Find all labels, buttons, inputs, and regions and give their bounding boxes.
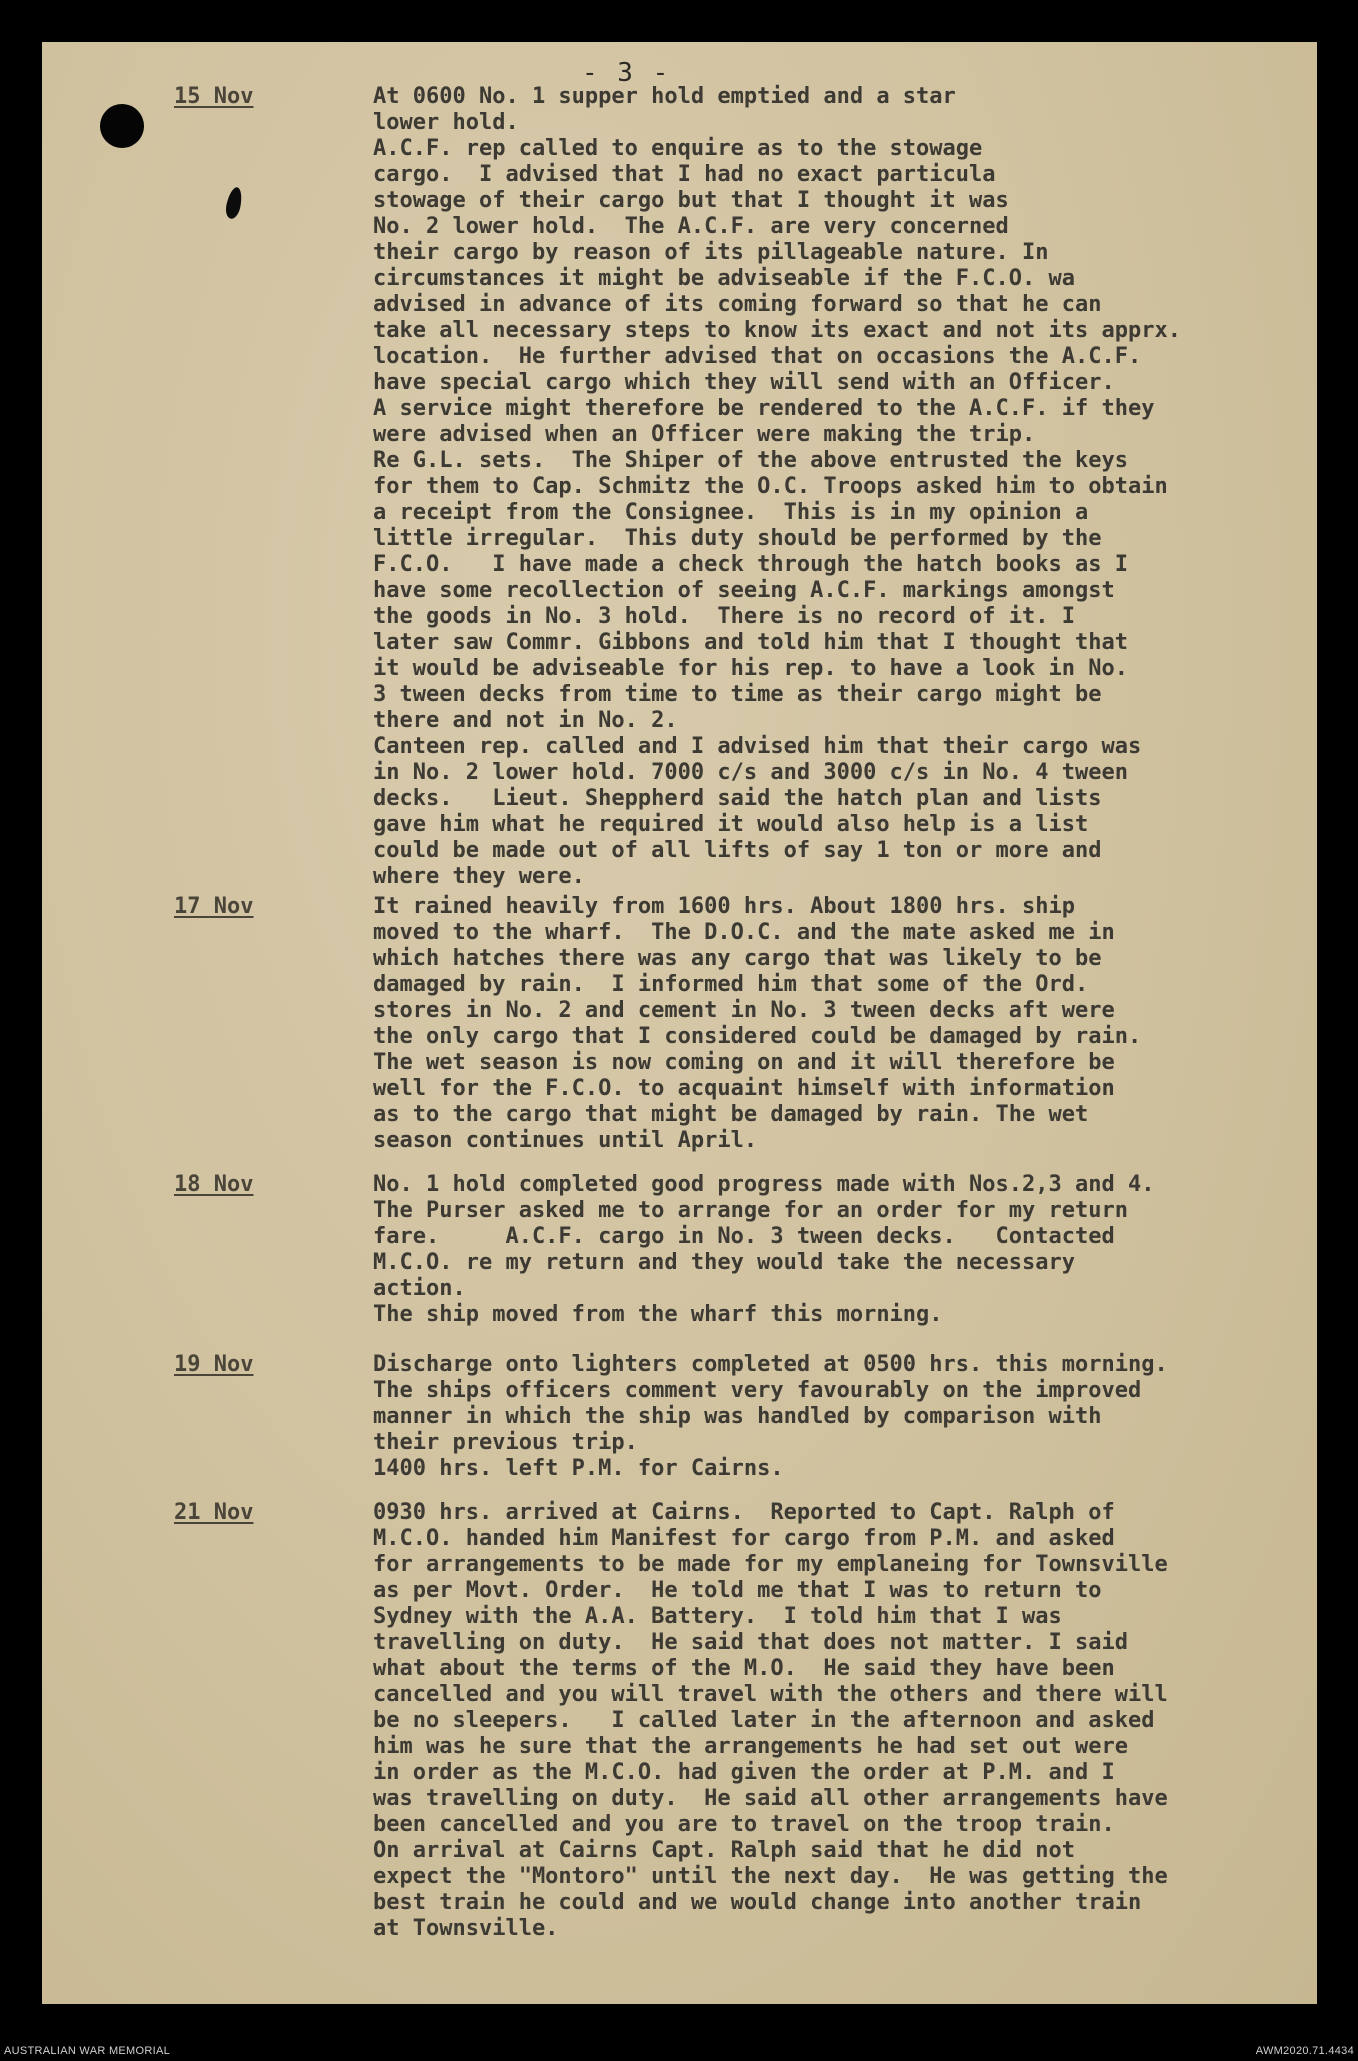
entry-date: 17 Nov — [174, 894, 254, 919]
punch-hole — [100, 104, 144, 148]
text-line: in No. 2 lower hold. 7000 c/s and 3000 c/s in No. 4 tween — [373, 760, 1128, 785]
text-line: moved to the wharf. The D.O.C. and the mate asked me in — [373, 920, 1115, 945]
text-line: 0930 hrs. arrived at Cairns. Reported to Capt. Ralph of — [373, 1500, 1115, 1525]
text-line: been cancelled and you are to travel on the troop train. — [373, 1812, 1115, 1837]
text-line: M.C.O. re my return and they would take the necessary — [373, 1250, 1075, 1275]
entry-date: 19 Nov — [174, 1352, 254, 1377]
text-line: was travelling on duty. He said all other arrangements have — [373, 1786, 1168, 1811]
text-line: stores in No. 2 and cement in No. 3 tween decks aft were — [373, 998, 1115, 1023]
text-line: what about the terms of the M.O. He said they have been — [373, 1656, 1115, 1681]
text-line: advised in advance of its coming forward so that he can — [373, 292, 1102, 317]
text-line: The wet season is now coming on and it will therefore be — [373, 1050, 1115, 1075]
text-line: there and not in No. 2. — [373, 708, 678, 733]
entry-date: 15 Nov — [174, 84, 254, 109]
text-line: as per Movt. Order. He told me that I was to return to — [373, 1578, 1102, 1603]
text-line: cargo. I advised that I had no exact particula — [373, 162, 996, 187]
text-line: travelling on duty. He said that does not matter. I said — [373, 1630, 1128, 1655]
text-line: circumstances it might be adviseable if the F.C.O. wa — [373, 266, 1075, 291]
entry-text — [373, 1172, 1313, 1328]
text-line: season continues until April. — [373, 1128, 758, 1153]
text-line: their previous trip. — [373, 1430, 638, 1455]
text-line: Re G.L. sets. The Shiper of the above entrusted the keys — [373, 448, 1128, 473]
text-line: take all necessary steps to know its exact and not its apprx. — [373, 318, 1181, 343]
text-line: F.C.O. I have made a check through the hatch books as I — [373, 552, 1128, 577]
footer-institution: AUSTRALIAN WAR MEMORIAL — [4, 2045, 171, 2057]
entry-date: 18 Nov — [174, 1172, 254, 1197]
text-line: gave him what he required it would also help is a list — [373, 812, 1089, 837]
text-line: stowage of their cargo but that I thought it was — [373, 188, 1009, 213]
text-line: 1400 hrs. left P.M. for Cairns. — [373, 1456, 784, 1481]
text-line: be no sleepers. I called later in the afternoon and asked — [373, 1708, 1155, 1733]
text-line: It rained heavily from 1600 hrs. About 1800 hrs. ship — [373, 894, 1075, 919]
text-line: at Townsville. — [373, 1916, 559, 1941]
text-line: best train he could and we would change into another train — [373, 1890, 1142, 1915]
text-line: their cargo by reason of its pillageable nature. In — [373, 240, 1049, 265]
text-line: the goods in No. 3 hold. There is no record of it. I — [373, 604, 1075, 629]
entry-text — [373, 894, 1313, 1154]
text-line: have some recollection of seeing A.C.F. markings amongst — [373, 578, 1115, 603]
text-line: lower hold. — [373, 110, 519, 135]
text-line: Discharge onto lighters completed at 0500 hrs. this morning. — [373, 1352, 1168, 1377]
text-line: On arrival at Cairns Capt. Ralph said that he did not — [373, 1838, 1075, 1863]
text-line: well for the F.C.O. to acquaint himself with information — [373, 1076, 1115, 1101]
document-page — [42, 42, 1317, 2004]
text-line: in order as the M.C.O. had given the order at P.M. and I — [373, 1760, 1115, 1785]
text-line: expect the "Montoro" until the next day. He was getting the — [373, 1864, 1168, 1889]
text-line: which hatches there was any cargo that was likely to be — [373, 946, 1102, 971]
text-line: No. 1 hold completed good progress made with Nos.2,3 and 4. — [373, 1172, 1155, 1197]
text-line: 3 tween decks from time to time as their cargo might be — [373, 682, 1102, 707]
text-line: him was he sure that the arrangements he had set out were — [373, 1734, 1128, 1759]
page-number: - 3 - — [582, 58, 671, 88]
text-line: it would be adviseable for his rep. to have a look in No. — [373, 656, 1128, 681]
entry-text — [373, 84, 1313, 890]
text-line: fare. A.C.F. cargo in No. 3 tween decks. Contacted — [373, 1224, 1115, 1249]
footer-catalog-number: AWM2020.71.4434 — [1255, 2045, 1354, 2057]
text-line: No. 2 lower hold. The A.C.F. are very concerned — [373, 214, 1009, 239]
text-line: could be made out of all lifts of say 1 ton or more and — [373, 838, 1102, 863]
text-line: the only cargo that I considered could be damaged by rain. — [373, 1024, 1142, 1049]
text-line: later saw Commr. Gibbons and told him that I thought that — [373, 630, 1128, 655]
text-line: Sydney with the A.A. Battery. I told him that I was — [373, 1604, 1062, 1629]
text-line: cancelled and you will travel with the others and there will — [373, 1682, 1168, 1707]
text-line: damaged by rain. I informed him that some of the Ord. — [373, 972, 1089, 997]
text-line: decks. Lieut. Sheppherd said the hatch plan and lists — [373, 786, 1102, 811]
text-line: little irregular. This duty should be performed by the — [373, 526, 1102, 551]
text-line: Canteen rep. called and I advised him that their cargo was — [373, 734, 1142, 759]
text-line: A.C.F. rep called to enquire as to the stowage — [373, 136, 983, 161]
text-line: The Purser asked me to arrange for an order for my return — [373, 1198, 1128, 1223]
text-line: have special cargo which they will send with an Officer. — [373, 370, 1115, 395]
text-line: as to the cargo that might be damaged by rain. The wet — [373, 1102, 1089, 1127]
text-line: a receipt from the Consignee. This is in my opinion a — [373, 500, 1089, 525]
text-line: location. He further advised that on occasions the A.C.F. — [373, 344, 1142, 369]
paper-tear — [224, 186, 244, 220]
entry-text — [373, 1500, 1313, 1942]
text-line: A service might therefore be rendered to the A.C.F. if they — [373, 396, 1155, 421]
text-line: for them to Cap. Schmitz the O.C. Troops asked him to obtain — [373, 474, 1168, 499]
text-line: manner in which the ship was handled by comparison with — [373, 1404, 1102, 1429]
text-line: were advised when an Officer were making the trip. — [373, 422, 1036, 447]
text-line: The ship moved from the wharf this morning. — [373, 1302, 943, 1327]
entry-text — [373, 1352, 1313, 1482]
text-line: where they were. — [373, 864, 585, 889]
text-line: for arrangements to be made for my emplaneing for Townsville — [373, 1552, 1168, 1577]
text-line: M.C.O. handed him Manifest for cargo from P.M. and asked — [373, 1526, 1115, 1551]
text-line: action. — [373, 1276, 466, 1301]
entry-date: 21 Nov — [174, 1500, 254, 1525]
text-line: The ships officers comment very favourably on the improved — [373, 1378, 1142, 1403]
text-line: At 0600 No. 1 supper hold emptied and a star — [373, 84, 956, 109]
